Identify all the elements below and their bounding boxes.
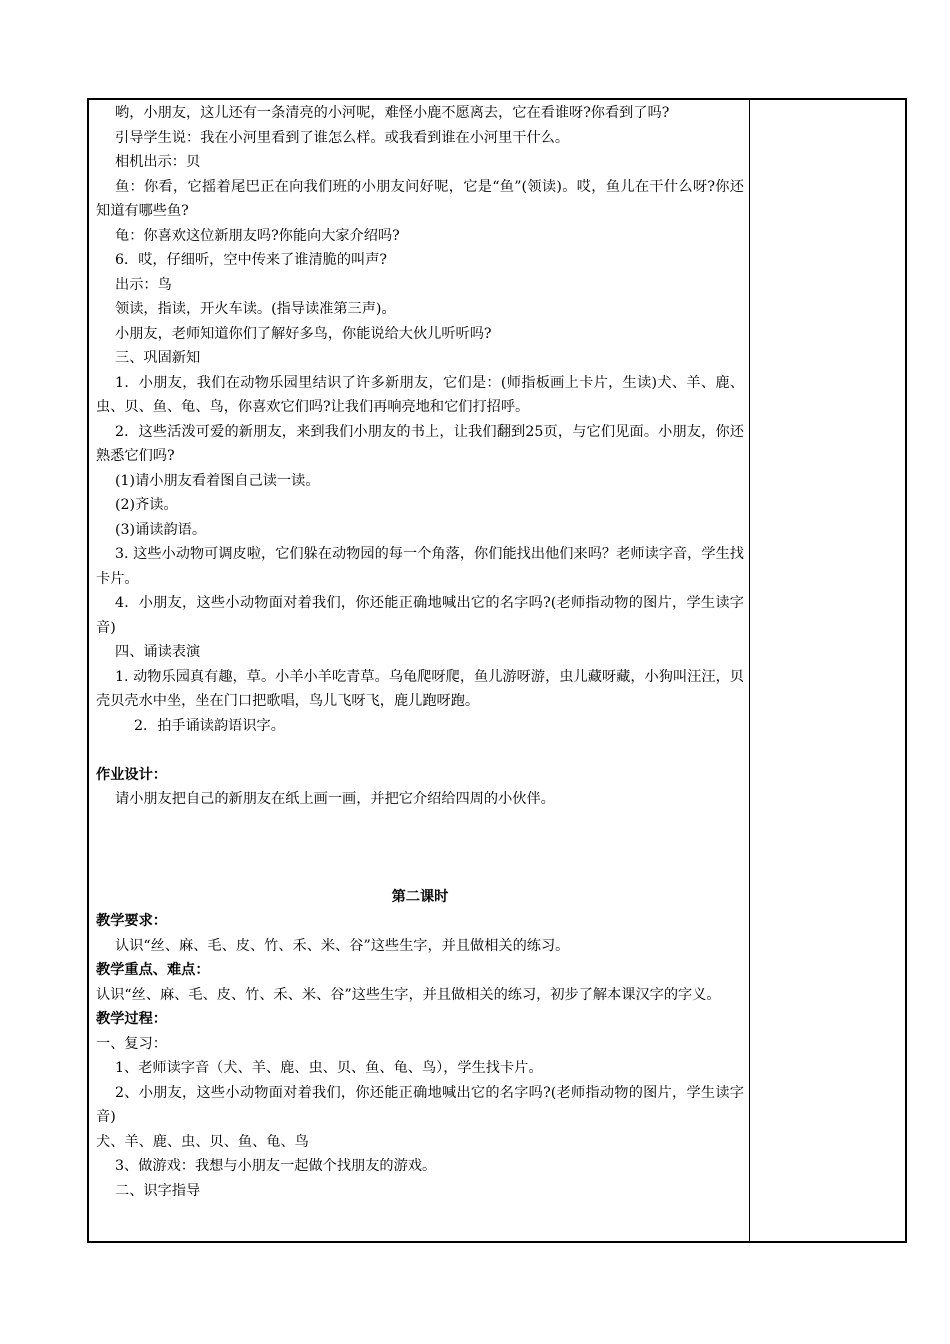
- process-heading: 教学过程：: [96, 1011, 167, 1027]
- text-line: (2)齐读。: [115, 497, 178, 513]
- text-line: 1．小朋友，我们在动物乐园里结识了许多新朋友，它们是：(师指板画上卡片，生读)犬、羊、鹿、虫、贝、鱼、龟、鸟，你喜欢它们吗?让我们再响亮地和它们打招呼。: [96, 374, 744, 415]
- requirements-heading: 教学要求：: [96, 913, 167, 929]
- text-line: 3. 这些小动物可调皮啦，它们躲在动物园的每一个角落，你们能找出他们来吗？老师读字音，学生找卡片。: [96, 546, 744, 587]
- table-column-divider: [749, 98, 750, 1243]
- lesson-title: 第二课时: [391, 888, 449, 905]
- section-heading: 二、识字指导: [115, 1182, 201, 1199]
- text-line: 1. 动物乐园真有趣，草。小羊小羊吃青草。乌龟爬呀爬，鱼儿游呀游，虫儿藏呀藏，小狗叫汪汪，贝壳贝壳水中坐，坐在门口把歌唱，鸟儿飞呀飞，鹿儿跑呀跑。: [96, 668, 744, 709]
- lesson-content: [96, 101, 744, 1203]
- text-line: 2．拍手诵读韵语识字。: [134, 717, 285, 734]
- section-heading: 四、诵读表演: [115, 644, 201, 660]
- text-line: 鱼：你看，它摇着尾巴正在向我们班的小朋友问好呢，它是“鱼”(领读)。哎，鱼儿在干什么呀?你还知道有哪些鱼?: [96, 178, 744, 219]
- text-line: 1、老师读字音（犬、羊、鹿、虫、贝、鱼、龟、鸟），学生找卡片。: [115, 1060, 543, 1076]
- text-line: 认识“丝、麻、毛、皮、竹、禾、米、谷”这些生字，并且做相关的练习。: [115, 937, 570, 954]
- text-line: 4．小朋友，这些小动物面对着我们，你还能正确地喊出它的名字吗?(老师指动物的图片，学生读字音): [96, 595, 744, 636]
- text-line: 6．哎，仔细听，空中传来了谁清脆的叫声?: [115, 252, 388, 268]
- text-line: (3)诵读韵语。: [115, 521, 207, 538]
- text-line: 犬、羊、鹿、虫、贝、鱼、龟、鸟: [96, 1133, 309, 1150]
- text-line: 领读，指读，开火车读。(指导读准第三声)。: [115, 301, 396, 317]
- text-line: (1)请小朋友看着图自己读一读。: [115, 472, 320, 489]
- text-line: 小朋友，老师知道你们了解好多鸟，你能说给大伙儿听听吗?: [115, 325, 492, 342]
- text-line: 2．这些活泼可爱的新朋友，来到我们小朋友的书上，让我们翻到25页，与它们见面。小朋友，你还熟悉它们吗?: [96, 423, 744, 464]
- text-line: 认识“丝、麻、毛、皮、竹、禾、米、谷”这些生字，并且做相关的练习，初步了解本课汉字的字义。: [96, 986, 721, 1003]
- key-points-heading: 教学重点、难点：: [96, 962, 210, 978]
- text-line: 请小朋友把自己的新朋友在纸上画一画，并把它介绍给四周的小伙伴。: [115, 791, 555, 807]
- text-line: 2、小朋友，这些小动物面对着我们，你还能正确地喊出它的名字吗?(老师指动物的图片，学生读字音): [96, 1084, 744, 1125]
- text-line: 龟：你喜欢这位新朋友吗?你能向大家介绍吗?: [115, 227, 400, 244]
- text-line: 相机出示：贝: [115, 154, 201, 170]
- section-heading: 三、巩固新知: [115, 350, 201, 366]
- text-line: 出示：鸟: [115, 276, 172, 293]
- text-line: 3、做游戏：我想与小朋友一起做个找朋友的游戏。: [115, 1158, 437, 1174]
- text-line: 引导学生说：我在小河里看到了谁怎么样。或我看到谁在小河里干什么。: [115, 129, 570, 146]
- homework-heading: 作业设计：: [96, 766, 167, 783]
- text-line: 哟，小朋友，这儿还有一条清亮的小河呢，难怪小鹿不愿离去，它在看谁呀?你看到了吗?: [115, 105, 670, 121]
- section-heading: 一、复习：: [96, 1035, 167, 1052]
